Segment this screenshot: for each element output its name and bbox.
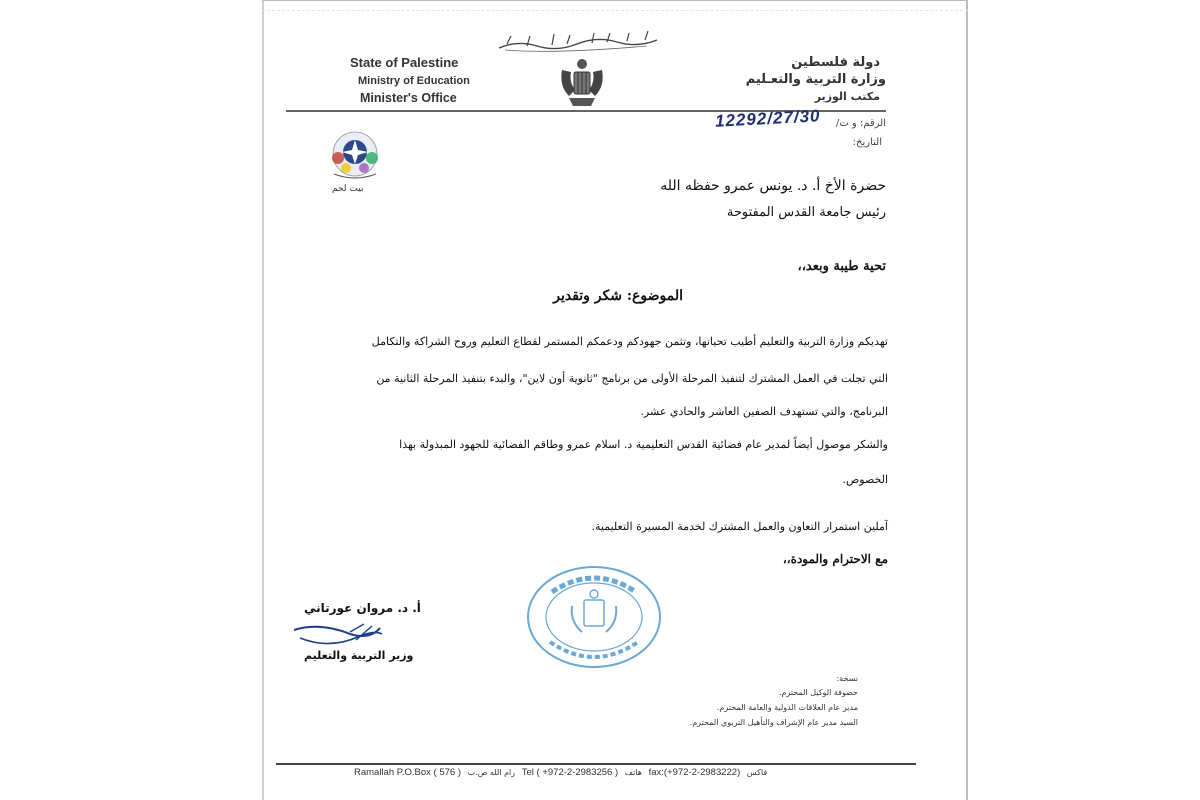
signature-title: وزير التربية والتعليم bbox=[304, 649, 414, 662]
page-edge-top bbox=[262, 0, 968, 11]
date-label: التاريخ: bbox=[852, 137, 882, 148]
subject-line: الموضوع: شكر وتقدير bbox=[553, 288, 683, 304]
footer-tel-ar: هاتف bbox=[624, 768, 642, 777]
footer-pobox-ar: رام الله ص.ب bbox=[467, 768, 516, 777]
recipient-title: رئيس جامعة القدس المفتوحة bbox=[726, 205, 886, 220]
copies-item: السيد مدير عام الإشراف والتأهيل التربوي المحترم. bbox=[689, 718, 858, 727]
recipient-name: حضرة الأخ أ. د. يونس عمرو حفظه الله bbox=[660, 178, 886, 194]
copies-label: نسخة: bbox=[836, 674, 858, 683]
body-line-6: آملين استمرار التعاون والعمل المشترك لخدمة المسيرة التعليمية. bbox=[591, 520, 888, 533]
body-line-2: التي تجلت في العمل المشترك لتنفيذ المرحلة الأولى من برنامج "ثانوية أون لاين"، والبدء بتنفيذ المرحلة الثانية من bbox=[376, 372, 888, 385]
footer-fax-ar: فاكس bbox=[746, 768, 768, 777]
header-en-office: Minister's Office bbox=[360, 91, 457, 105]
body-line-4: والشكر موصول أيضاً لمدير عام فضائية القدس التعليمية د. اسلام عمرو وطاقم الفضائية للجهود المبذولة بهذا bbox=[399, 438, 888, 451]
ministry-stamp-icon bbox=[524, 562, 664, 672]
copies-item: حضوفة الوكيل المحترم. bbox=[778, 688, 858, 697]
page-edge-left bbox=[262, 0, 264, 800]
palestine-eagle-emblem-icon bbox=[557, 56, 607, 108]
letter-page bbox=[262, 0, 968, 800]
body-line-1: تهديكم وزارة التربية والتعليم أطيب تحياتها، وتثمن جهودكم ودعمكم المستمر لقطاع التعليم وروح الشراكة والتكامل bbox=[371, 335, 888, 348]
header-ar-office: مكتب الوزير bbox=[814, 90, 880, 103]
header-en-ministry: Ministry of Education bbox=[358, 75, 470, 87]
header-en-state: State of Palestine bbox=[350, 55, 459, 70]
footer-fax: fax:(+972-2-2983222) bbox=[648, 767, 741, 778]
greeting: تحية طيبة وبعد،، bbox=[797, 259, 886, 274]
closing-line: مع الاحترام والمودة،، bbox=[782, 552, 888, 566]
header-ar-ministry: وزارة التربية والتعـليم bbox=[745, 72, 886, 87]
footer-pobox: Ramallah P.O.Box ( 576 ) bbox=[354, 767, 462, 778]
copies-item: مدير عام العلاقات الدولية والعامة المحترم. bbox=[716, 703, 858, 712]
signature-name: أ. د. مروان عورتاني bbox=[304, 601, 421, 615]
footer-tel: Tel ( +972-2-2983256 ) bbox=[521, 767, 619, 778]
header-ar-state: دولة فلسطين bbox=[791, 55, 880, 70]
footer-divider bbox=[276, 763, 916, 765]
reference-label: الرقم: و ت/ bbox=[835, 118, 886, 129]
basmala-calligraphy-icon bbox=[497, 30, 659, 54]
footer-contact bbox=[354, 767, 771, 778]
page-edge-right bbox=[966, 0, 968, 800]
bethlehem-logo-icon bbox=[318, 128, 392, 186]
body-line-5: الخصوص. bbox=[842, 473, 888, 486]
body-line-3: البرنامج، والتي تستهدف الصفين العاشر والحادي عشر. bbox=[640, 405, 888, 418]
reference-number-handwritten: 12292/27/30 bbox=[714, 106, 821, 131]
logo-caption: بيت لحم bbox=[332, 184, 364, 194]
